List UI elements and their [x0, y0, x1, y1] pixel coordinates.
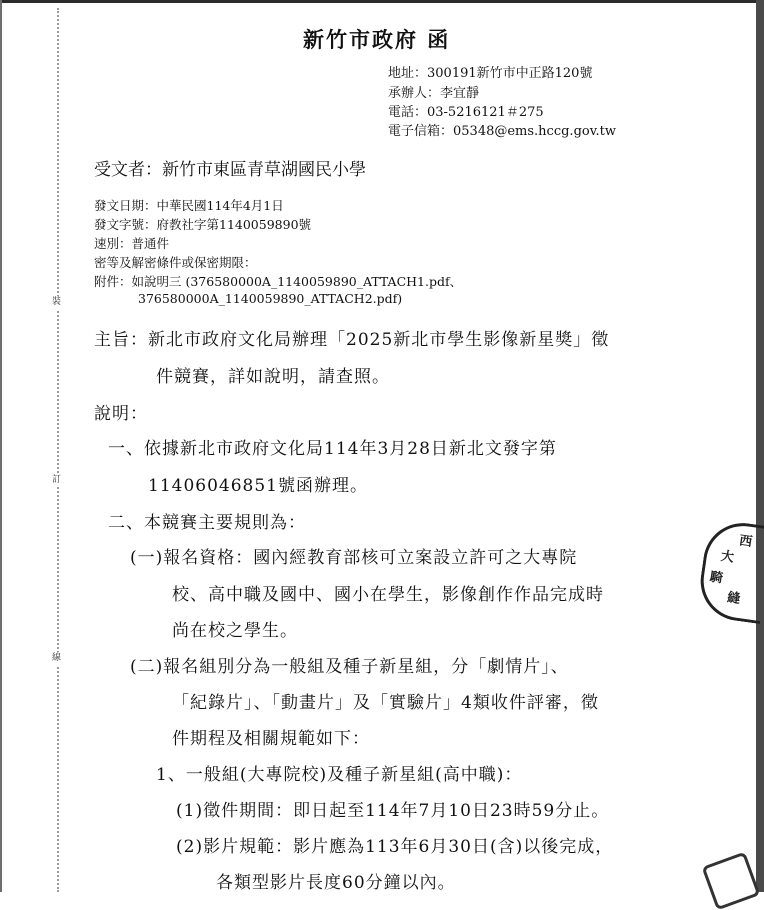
- point-2-line-2: 各類型影片長度60分鐘以內。: [216, 873, 456, 893]
- attachment-line-1: 附件：如說明三 (376580000A_1140059890_ATTACH1.pdf、: [94, 274, 463, 289]
- item-1-line-1: 一、依據新北市政府文化局114年3月28日新北文發字第: [108, 439, 557, 459]
- window-right-border: [756, 0, 764, 892]
- stamp-char-3: 騎: [708, 569, 724, 587]
- item-2: 二、本競賽主要規則為：: [108, 513, 306, 533]
- sub-1-line-3: 尚在校之學生。: [172, 621, 298, 641]
- attachment-line-2: 376580000A_1140059890_ATTACH2.pdf): [138, 291, 403, 306]
- binding-line: [57, 8, 59, 892]
- header-address: 地址：300191新竹市中正路120號: [388, 66, 593, 81]
- binding-mark-zhuang: 裝: [52, 297, 62, 307]
- subject-line-1: 主旨：新北市政府文化局辦理「2025新北市學生影像新星獎」徵: [94, 330, 610, 350]
- stamp-char-2: 大: [719, 549, 735, 566]
- secrecy: 密等及解密條件或保密期限：: [94, 255, 257, 270]
- header-contact: 承辦人：李宜靜: [388, 86, 480, 101]
- window-left-border: [0, 0, 2, 892]
- point-2-line-1: (2)影片規範：影片應為113年6月30日(含)以後完成，: [176, 837, 614, 857]
- speed: 速別：普通件: [94, 236, 170, 251]
- item-1-line-2: 11406046851號函辦理。: [148, 476, 368, 496]
- point-1: (1)徵件期間：即日起至114年7月10日23時59分止。: [176, 801, 610, 821]
- sub-1-line-1: (一)報名資格：國內經教育部核可立案設立許可之大專院: [130, 548, 578, 568]
- recipient: 受文者：新竹市東區青草湖國民小學: [94, 160, 366, 180]
- seam-seal-stamp: [695, 518, 764, 624]
- subject-line-2: 件競賽，詳如說明，請查照。: [156, 367, 390, 387]
- stamp-char-1: 西: [738, 533, 754, 551]
- explanation-label: 說明：: [94, 404, 148, 424]
- binding-mark-xian: 線: [52, 653, 62, 663]
- numbered-item-1: 1、一般組(大專院校)及種子新星組(高中職)：: [156, 765, 523, 785]
- doc-number: 發文字號：府教社字第1140059890號: [94, 217, 312, 232]
- sub-1-line-2: 校、高中職及國中、國小在學生，影像創作作品完成時: [172, 585, 604, 605]
- sub-2-line-3: 件期程及相關規範如下：: [172, 729, 370, 749]
- sub-2-line-2: 「紀錄片」、「動畫片」及「實驗片」4類收件評審，徵: [172, 693, 599, 713]
- sub-2-line-1: (二)報名組別分為一般組及種子新星組，分「劇情片」、: [130, 657, 569, 677]
- header-phone: 電話：03-5216121＃275: [388, 105, 544, 120]
- stamp-char-4: 縫: [726, 590, 742, 607]
- corner-seal-icon: [702, 852, 761, 910]
- binding-mark-ding: 訂: [52, 475, 62, 485]
- header-email: 電子信箱：05348@ems.hccg.gov.tw: [388, 124, 617, 139]
- document-title: 新竹市政府 函: [303, 27, 451, 52]
- window-top-border: [0, 0, 764, 3]
- issue-date: 發文日期：中華民國114年4月1日: [94, 198, 284, 213]
